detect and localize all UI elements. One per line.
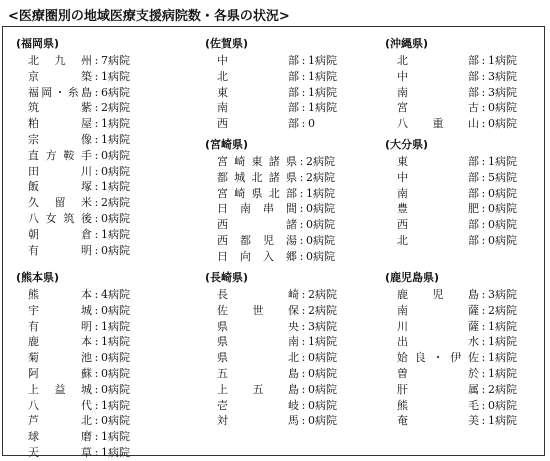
region-heading: (大分県) [385, 138, 429, 151]
district-row [16, 100, 166, 116]
district-name: 北 九 州 [28, 54, 92, 67]
district-row [385, 319, 535, 335]
separator-colon: : [94, 148, 99, 162]
region-saga [205, 36, 355, 132]
district-row [16, 179, 166, 195]
hospital-count: 1病院 [488, 319, 517, 333]
district-row [205, 116, 355, 132]
district-name: 西 部 [217, 117, 299, 131]
hospital-count: 1病院 [101, 445, 130, 459]
separator-colon: : [301, 288, 306, 301]
district-row [16, 243, 166, 259]
separator-colon: : [94, 335, 99, 349]
separator-colon: : [481, 414, 486, 428]
hospital-count: 0病院 [488, 218, 517, 232]
separator-colon: : [94, 243, 99, 257]
region-kumamoto [16, 270, 166, 461]
hospital-count: 0病院 [101, 414, 130, 428]
district-row [16, 429, 166, 445]
district-name: 日 向 入 郷 [217, 249, 297, 263]
district-row [16, 211, 166, 227]
hospital-count: 0病院 [101, 211, 130, 225]
separator-colon: : [94, 366, 99, 380]
separator-colon: : [481, 117, 486, 131]
separator-colon: : [94, 85, 99, 99]
district-name: 都 城 北 諸 県 [217, 170, 297, 184]
district-name: 出 水 [397, 335, 479, 349]
district-name: 球 磨 [28, 430, 92, 444]
separator-colon: : [301, 398, 306, 412]
hospital-count: 1病院 [101, 227, 130, 241]
hospital-count: 0病院 [488, 202, 517, 216]
district-row [385, 85, 535, 101]
region-nagasaki [205, 270, 355, 429]
hospital-count: 1病院 [488, 54, 517, 67]
district-name: 日 南 串 間 [217, 202, 297, 216]
district-name: 八 女 筑 後 [28, 211, 92, 225]
hospital-count: 3病院 [308, 319, 337, 333]
hospital-count: 0病院 [101, 382, 130, 396]
district-row [16, 445, 166, 461]
hospital-count: 1病院 [101, 180, 130, 194]
district-row [385, 303, 535, 319]
hospital-count: 1病院 [308, 101, 337, 115]
hospital-count: 3病院 [488, 85, 517, 99]
district-name: 佐 世 保 [217, 303, 299, 317]
separator-colon: : [94, 101, 99, 115]
district-name: 菊 池 [28, 351, 92, 365]
hospital-count: 0病院 [101, 148, 130, 162]
hospital-count: 1病院 [101, 132, 130, 146]
district-row [16, 227, 166, 243]
district-name: 中 部 [397, 170, 479, 184]
district-name: 芦 北 [28, 414, 92, 428]
district-name: 川 薩 [397, 319, 479, 333]
hospital-count: 7病院 [101, 54, 130, 67]
separator-colon: : [299, 202, 304, 216]
separator-colon: : [94, 382, 99, 396]
district-name: 豊 肥 [397, 202, 479, 216]
separator-colon: : [481, 288, 486, 301]
district-name: 上 益 城 [28, 382, 92, 396]
separator-colon: : [301, 101, 306, 115]
district-row [205, 249, 355, 265]
district-name: 阿 蘇 [28, 366, 92, 380]
district-name: 南 部 [397, 186, 479, 200]
district-row [385, 201, 535, 217]
separator-colon: : [94, 196, 99, 210]
district-row [16, 398, 166, 414]
hospital-count: 0病院 [308, 366, 337, 380]
district-row [16, 350, 166, 366]
district-name: 東 部 [217, 85, 299, 99]
district-name: 長 崎 [217, 288, 299, 301]
hospital-count: 2病院 [488, 303, 517, 317]
district-name: 朝 倉 [28, 227, 92, 241]
district-name: 北 部 [217, 69, 299, 83]
district-row [16, 303, 166, 319]
district-row [205, 303, 355, 319]
district-row [385, 53, 535, 69]
region-heading: (佐賀県) [205, 37, 249, 50]
separator-colon: : [94, 414, 99, 428]
district-row [385, 116, 535, 132]
hospital-count: 0病院 [308, 351, 337, 365]
district-row [16, 53, 166, 69]
separator-colon: : [481, 335, 486, 349]
region-heading: (宮崎県) [205, 138, 249, 151]
separator-colon: : [301, 117, 306, 131]
district-row [385, 413, 535, 429]
separator-colon: : [481, 170, 486, 184]
hospital-count: 2病院 [488, 382, 517, 396]
separator-colon: : [301, 69, 306, 83]
separator-colon: : [94, 54, 99, 67]
district-row [205, 287, 355, 303]
district-name: 北 部 [397, 54, 479, 67]
hospital-count: 0病院 [308, 382, 337, 396]
district-name: 京 築 [28, 69, 92, 83]
separator-colon: : [94, 69, 99, 83]
hospital-count: 1病院 [101, 335, 130, 349]
district-name: 中 部 [217, 54, 299, 67]
district-row [16, 164, 166, 180]
district-name: 久 留 米 [28, 196, 92, 210]
district-name: 粕 屋 [28, 117, 92, 131]
hospital-count: 0病院 [308, 398, 337, 412]
district-name: 県 北 [217, 351, 299, 365]
separator-colon: : [481, 218, 486, 232]
district-name: 直 方 鞍 手 [28, 148, 92, 162]
separator-colon: : [301, 366, 306, 380]
separator-colon: : [301, 414, 306, 428]
district-row [205, 170, 355, 186]
district-row [16, 413, 166, 429]
hospital-count: 1病院 [101, 430, 130, 444]
separator-colon: : [94, 117, 99, 131]
hospital-count: 1病院 [488, 366, 517, 380]
district-name: 南 薩 [397, 303, 479, 317]
hospital-count: 5病院 [488, 170, 517, 184]
district-name: 天 草 [28, 445, 92, 459]
district-row [385, 382, 535, 398]
hospital-count: 0病院 [101, 351, 130, 365]
hospital-count: 1病院 [488, 414, 517, 428]
page-title: <医療圏別の地域医療支援病院数・各県の状況> [8, 9, 290, 24]
district-name: 西 諸 [217, 218, 297, 232]
separator-colon: : [481, 319, 486, 333]
district-name: 福 岡 ・ 糸 島 [28, 85, 92, 99]
hospital-count: 1病院 [488, 335, 517, 349]
region-fukuoka [16, 36, 166, 258]
separator-colon: : [481, 101, 486, 115]
separator-colon: : [481, 398, 486, 412]
district-row [16, 85, 166, 101]
district-name: 有 明 [28, 243, 92, 257]
district-name: 上 五 島 [217, 382, 299, 396]
district-row [205, 413, 355, 429]
hospital-count: 3病院 [488, 69, 517, 83]
district-row [385, 69, 535, 85]
region-heading: (熊本県) [16, 271, 60, 284]
district-name: 対 馬 [217, 414, 299, 428]
separator-colon: : [301, 351, 306, 365]
district-row [16, 69, 166, 85]
separator-colon: : [94, 211, 99, 225]
region-heading: (長崎県) [205, 271, 249, 284]
district-name: 五 島 [217, 366, 299, 380]
hospital-count: 1病院 [101, 117, 130, 131]
region-kagoshima [385, 270, 535, 429]
district-name: 宗 像 [28, 132, 92, 146]
district-row [205, 217, 355, 233]
separator-colon: : [481, 186, 486, 200]
hospital-count: 0病院 [306, 202, 335, 216]
hospital-count: 6病院 [101, 85, 130, 99]
separator-colon: : [481, 69, 486, 83]
separator-colon: : [301, 303, 306, 317]
region-okinawa [385, 36, 535, 132]
separator-colon: : [299, 155, 304, 168]
separator-colon: : [299, 218, 304, 232]
district-row [16, 148, 166, 164]
district-row [385, 350, 535, 366]
separator-colon: : [481, 303, 486, 317]
separator-colon: : [481, 85, 486, 99]
separator-colon: : [94, 351, 99, 365]
district-row [385, 100, 535, 116]
district-row [385, 334, 535, 350]
separator-colon: : [94, 132, 99, 146]
separator-colon: : [481, 54, 486, 67]
district-name: 鹿 本 [28, 335, 92, 349]
district-row [385, 233, 535, 249]
hospital-count: 2病院 [306, 170, 335, 184]
district-name: 筑 紫 [28, 101, 92, 115]
separator-colon: : [481, 351, 486, 365]
district-name: 北 部 [397, 233, 479, 247]
district-row [16, 195, 166, 211]
district-row [205, 366, 355, 382]
separator-colon: : [94, 303, 99, 317]
district-row [205, 334, 355, 350]
district-row [385, 170, 535, 186]
district-row [16, 116, 166, 132]
district-name: 田 川 [28, 164, 92, 178]
separator-colon: : [94, 430, 99, 444]
hospital-count: 2病院 [308, 303, 337, 317]
district-name: 曽 於 [397, 366, 479, 380]
district-name: 県 南 [217, 335, 299, 349]
district-row [16, 334, 166, 350]
hospital-count: 0病院 [488, 117, 517, 131]
district-row [16, 132, 166, 148]
district-name: 熊 毛 [397, 398, 479, 412]
district-name: 肝 属 [397, 382, 479, 396]
separator-colon: : [301, 335, 306, 349]
separator-colon: : [481, 202, 486, 216]
hospital-count: 1病院 [308, 85, 337, 99]
district-name: 南 部 [397, 85, 479, 99]
district-name: 奄 美 [397, 414, 479, 428]
hospital-count: 0病院 [306, 218, 335, 232]
district-row [205, 154, 355, 170]
district-row [205, 398, 355, 414]
separator-colon: : [94, 319, 99, 333]
district-name: 八 代 [28, 398, 92, 412]
hospital-count: 0病院 [101, 366, 130, 380]
separator-colon: : [299, 249, 304, 263]
district-row [205, 201, 355, 217]
hospital-count: 1病院 [308, 69, 337, 83]
hospital-count: 0病院 [306, 249, 335, 263]
district-row [205, 382, 355, 398]
separator-colon: : [301, 54, 306, 67]
district-row [385, 217, 535, 233]
hospital-count: 1病院 [308, 335, 337, 349]
district-name: 南 部 [217, 101, 299, 115]
district-row [205, 85, 355, 101]
district-row [16, 382, 166, 398]
separator-colon: : [94, 227, 99, 241]
district-name: 熊 本 [28, 288, 92, 301]
district-name: 宇 城 [28, 303, 92, 317]
region-oita [385, 137, 535, 249]
hospital-count: 1病院 [101, 319, 130, 333]
district-name: 宮 崎 県 北 部 [217, 186, 297, 200]
separator-colon: : [481, 233, 486, 247]
separator-colon: : [481, 382, 486, 396]
hospital-count: 0病院 [308, 414, 337, 428]
district-name: 宮 古 [397, 101, 479, 115]
district-row [385, 154, 535, 170]
separator-colon: : [299, 170, 304, 184]
separator-colon: : [94, 288, 99, 301]
district-row [205, 350, 355, 366]
hospital-count: 0病院 [488, 101, 517, 115]
district-name: 宮 崎 東 諸 県 [217, 155, 297, 168]
district-name: 飯 塚 [28, 180, 92, 194]
region-heading: (福岡県) [16, 37, 60, 50]
district-row [205, 233, 355, 249]
hospital-count: 0病院 [306, 233, 335, 247]
district-row [385, 398, 535, 414]
district-row [16, 287, 166, 303]
separator-colon: : [301, 382, 306, 396]
district-name: 西 都 児 湯 [217, 233, 297, 247]
district-name: 東 部 [397, 155, 479, 168]
district-name: 壱 岐 [217, 398, 299, 412]
district-row [205, 319, 355, 335]
hospital-count: 1病院 [101, 69, 130, 83]
hospital-count: 1病院 [488, 351, 517, 365]
hospital-count: 0病院 [488, 398, 517, 412]
district-row [205, 53, 355, 69]
district-row [16, 319, 166, 335]
hospital-count: 0病院 [488, 186, 517, 200]
separator-colon: : [299, 233, 304, 247]
hospital-count: 0病院 [488, 233, 517, 247]
district-row [385, 186, 535, 202]
region-miyazaki [205, 137, 355, 265]
separator-colon: : [94, 398, 99, 412]
district-name: 八 重 山 [397, 117, 479, 131]
separator-colon: : [94, 180, 99, 194]
hospital-count: 2病院 [101, 196, 130, 210]
separator-colon: : [94, 164, 99, 178]
separator-colon: : [481, 366, 486, 380]
district-row [205, 100, 355, 116]
district-row [205, 69, 355, 85]
district-name: 西 部 [397, 218, 479, 232]
district-name: 姶 良 ・ 伊 佐 [397, 351, 479, 365]
hospital-count: 1病院 [488, 155, 517, 168]
region-heading: (鹿児島県) [385, 271, 440, 284]
district-name: 中 部 [397, 69, 479, 83]
district-row [385, 287, 535, 303]
hospital-count: 4病院 [101, 288, 130, 301]
district-row [205, 186, 355, 202]
separator-colon: : [481, 155, 486, 168]
hospital-count: 2病院 [101, 101, 130, 115]
separator-colon: : [301, 85, 306, 99]
hospital-count: 1病院 [306, 186, 335, 200]
hospital-count: 1病院 [101, 398, 130, 412]
hospital-count: 2病院 [306, 155, 335, 168]
hospital-count: 3病院 [488, 288, 517, 301]
region-heading: (沖縄県) [385, 37, 429, 50]
hospital-count: 0病院 [101, 243, 130, 257]
district-row [385, 366, 535, 382]
district-name: 鹿 児 島 [397, 288, 479, 301]
district-row [16, 366, 166, 382]
hospital-count: 0 [308, 117, 315, 131]
separator-colon: : [301, 319, 306, 333]
hospital-count: 0病院 [101, 303, 130, 317]
hospital-count: 0病院 [101, 164, 130, 178]
separator-colon: : [94, 445, 99, 459]
district-name: 有 明 [28, 319, 92, 333]
separator-colon: : [299, 186, 304, 200]
hospital-count: 1病院 [308, 54, 337, 67]
district-name: 県 央 [217, 319, 299, 333]
hospital-count: 2病院 [308, 288, 337, 301]
